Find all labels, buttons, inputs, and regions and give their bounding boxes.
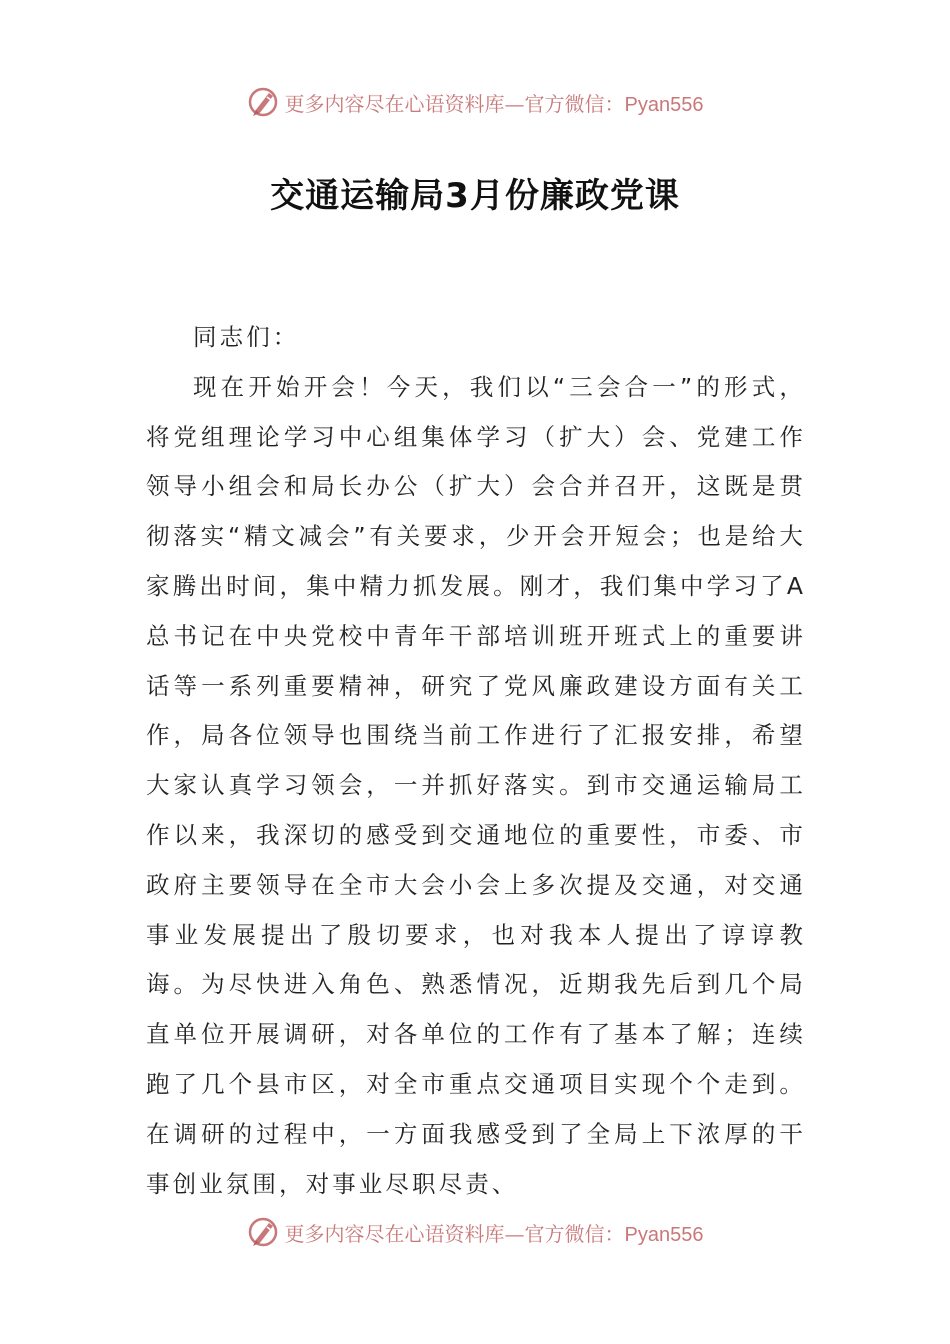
banner-wechat-id: Pyan556 bbox=[624, 93, 704, 116]
body-paragraph: 现在开始开会！今天，我们以“三会合一”的形式，将党组理论学习中心组集体学习（扩大）会、党建工作领导小组会和局长办公（扩大）会合并召开，这既是贯彻落实“精文减会”有关要求，少开会开短会；也是给大家腾出时间，集中精力抓发展。刚才，我们集中学习了A总书记在中央党校中青年干部培训班开班式上的重要讲话等一系列重要精神，研究了党风廉政建设方面有关工作，局各位领导也围绕当前工作进行了汇报安排，希望大家认真学习领会，一并抓好落实。到市交通运输局工作以来，我深切的感受到交通地位的重要性，市委、市政府主要领导在全市大会小会上多次提及交通，对交通事业发展提出了殷切要求，也对我本人提出了谆谆教诲。为尽快进入角色、熟悉情况，近期我先后到几个局直单位开展调研，对各单位的工作有了基本了解；连续跑了几个县市区，对全市重点交通项目实现个个走到。在调研的过程中，一方面我感受到了全局上下浓厚的干事创业氛围，对事业尽职尽责、 bbox=[146, 372, 806, 1198]
pen-logo-icon bbox=[247, 85, 281, 119]
pen-logo-icon bbox=[247, 1215, 281, 1249]
salutation: 同志们： bbox=[193, 323, 300, 351]
banner-promo-text: 更多内容尽在心语资料库—官方微信： bbox=[284, 91, 625, 116]
document-title: 交通运输局3月份廉政党课 bbox=[270, 176, 680, 216]
footer-banner bbox=[0, 1212, 950, 1252]
document-body bbox=[146, 313, 806, 1209]
banner-wechat-id: Pyan556 bbox=[624, 1223, 704, 1246]
banner-text bbox=[285, 1218, 704, 1247]
banner-text bbox=[285, 88, 704, 117]
header-banner bbox=[0, 82, 950, 122]
banner-promo-text: 更多内容尽在心语资料库—官方微信： bbox=[284, 1221, 625, 1246]
